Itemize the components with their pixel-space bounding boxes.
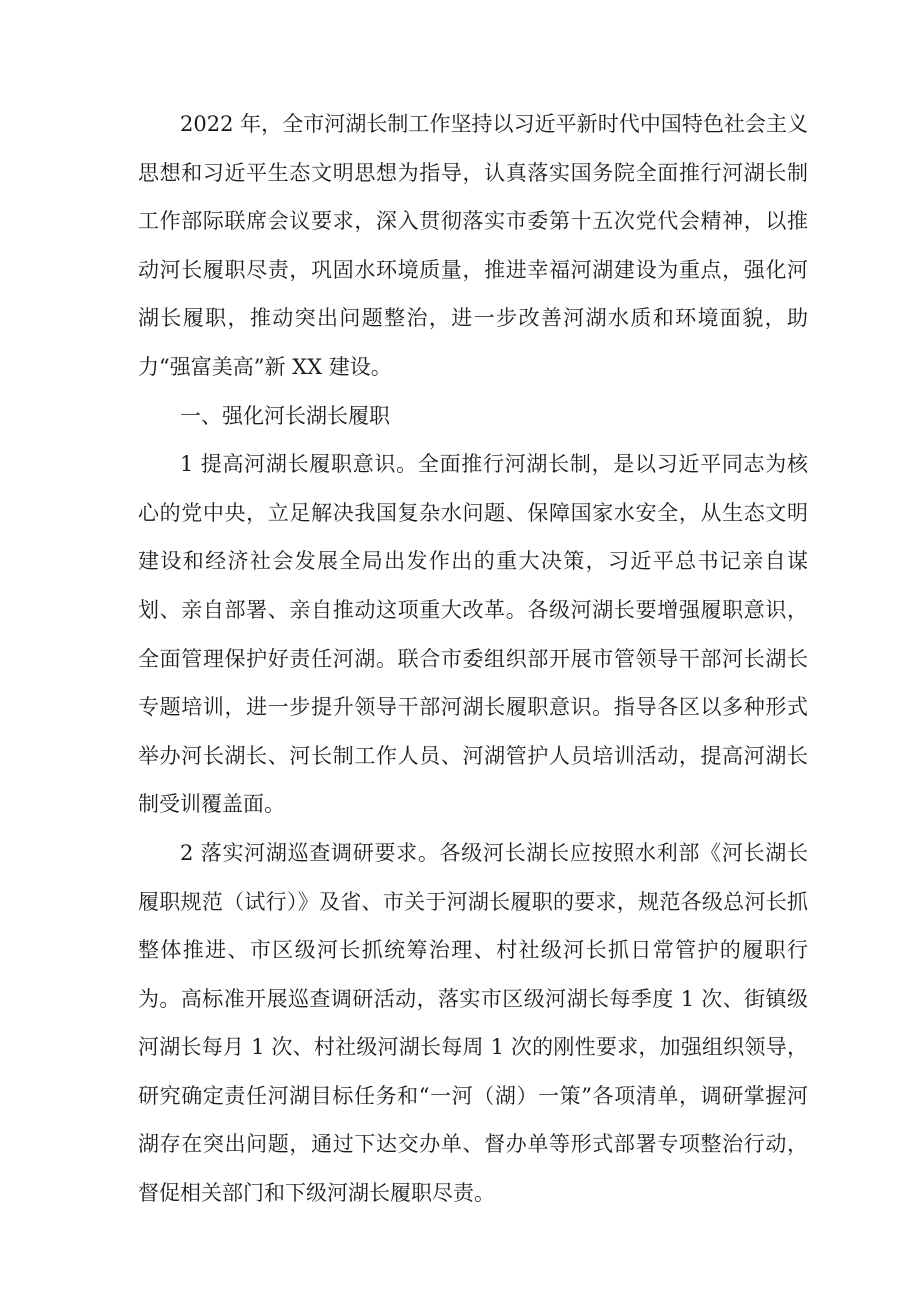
section-heading: 一、强化河长湖长履职 — [180, 403, 390, 428]
document-body — [138, 100, 808, 1218]
intro-paragraph: 2022 年，全市河湖长制工作坚持以习近平新时代中国特色社会主义思想和习近平生态文明思想为指导，认真落实国务院全面推行河湖长制工作部际联席会议要求，深入贯彻落实市委第十五次党代会精神，以推动河长履职尽责，巩固水环境质量，推进幸福河湖建设为重点，强化河湖长履职，推动突出问题整治，进一步改善河湖水质和环境面貌，助力“强富美高”新 XX 建设。 — [138, 112, 808, 379]
item-1-paragraph: 1 提高河湖长履职意识。全面推行河湖长制，是以习近平同志为核心的党中央，立足解决我国复杂水问题、保障国家水安全，从生态文明建设和经济社会发展全局出发作出的重大决策，习近平总书记亲自谋划、亲自部署、亲自推动这项重大改革。各级河湖长要增强履职意识，全面管理保护好责任河湖。联合市委组织部开展市管领导干部河长湖长专题培训，进一步提升领导干部河湖长履职意识。指导各区以多种形式举办河长湖长、河长制工作人员、河湖管护人员培训活动，提高河湖长制受训覆盖面。 — [138, 452, 808, 817]
item-2-paragraph: 2 落实河湖巡查调研要求。各级河长湖长应按照水利部《河长湖长履职规范（试行）》及省、市关于河湖长履职的要求，规范各级总河长抓整体推进、市区级河长抓统筹治理、村社级河长抓日常管护的履职行为。高标准开展巡查调研活动，落实市区级河湖长每季度 1 次、街镇级河湖长每月 1 次、村社级河湖长每周 1 次的刚性要求，加强组织领导，研究确定责任河湖目标任务和“一河（湖）一策”各项清单，调研掌握河湖存在突出问题，通过下达交办单、督办单等形式部署专项整治行动，督促相关部门和下级河湖长履职尽责。 — [138, 840, 808, 1206]
